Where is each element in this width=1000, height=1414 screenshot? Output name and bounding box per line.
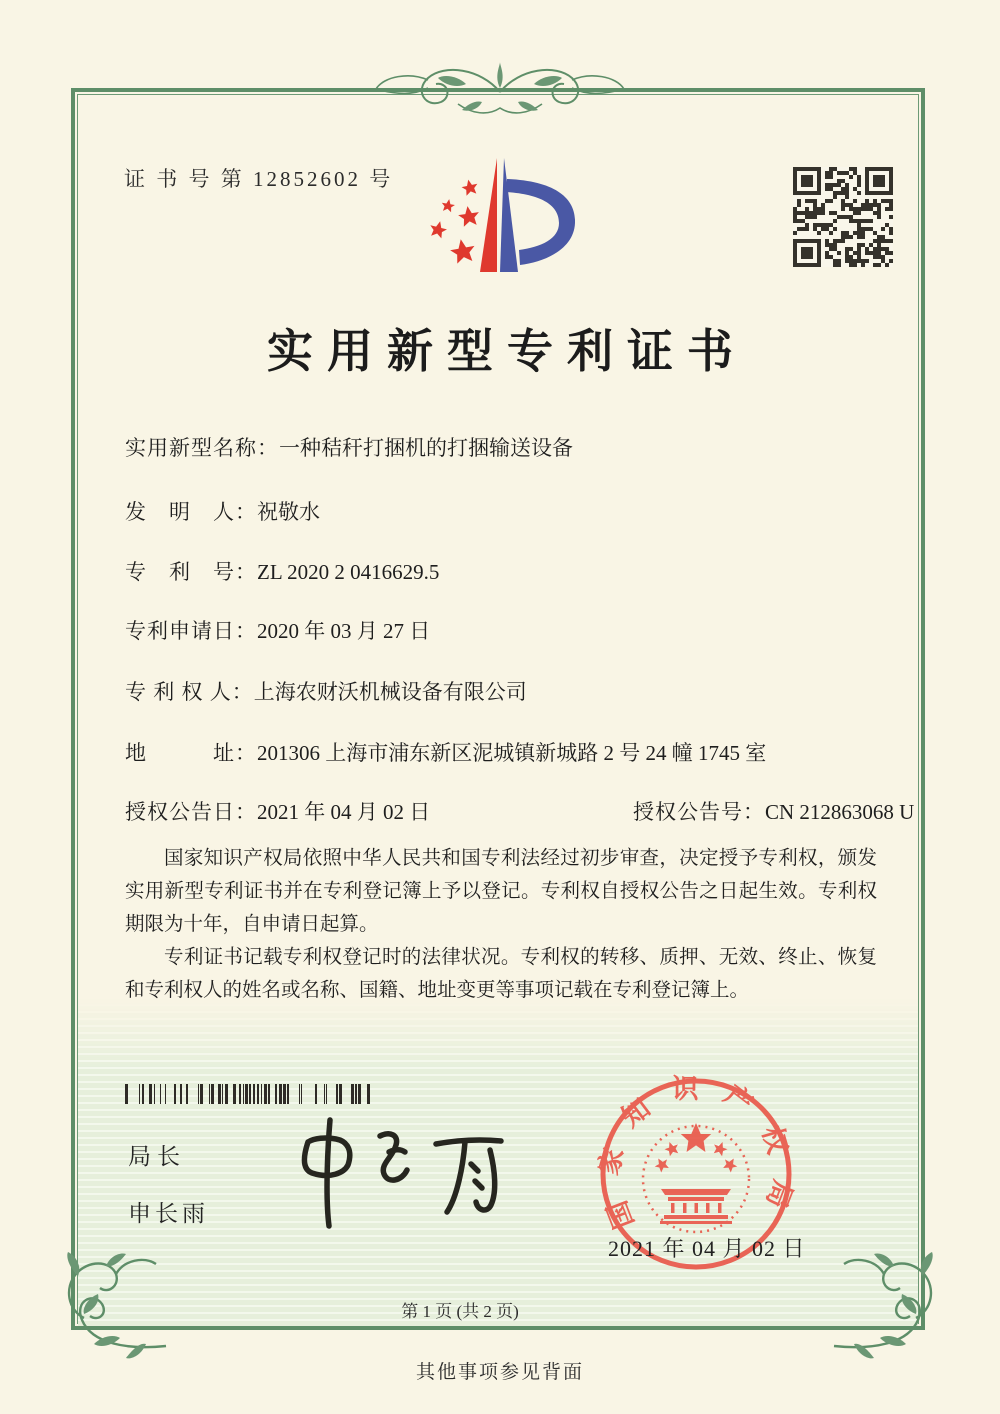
cnipa-logo-icon	[425, 146, 575, 292]
field-address	[125, 737, 766, 767]
seal-text: 国家知识产权局	[593, 1074, 799, 1233]
seal-date: 2021 年 04 月 02 日	[608, 1236, 806, 1261]
legal-text-block	[125, 842, 877, 1007]
director-block	[128, 1138, 209, 1228]
grant-number-group	[633, 796, 914, 826]
field-value: 2020 年 03 月 27 日	[257, 619, 431, 643]
field-inventor	[125, 496, 320, 526]
field-label: 实用新型名称：	[125, 436, 279, 460]
field-value: 一种秸秆打捆机的打捆输送设备	[279, 436, 573, 460]
page-number: 第 1 页 (共 2 页)	[401, 1302, 519, 1321]
grant-number-label: 授权公告号：	[633, 800, 765, 824]
certificate-number: 证 书 号 第 12852602 号	[124, 167, 394, 191]
legal-paragraph-2: 专利证书记载专利权登记时的法律状况。专利权的转移、质押、无效、终止、恢复和专利权人的姓名或名称、国籍、地址变更等事项记载在专利登记簿上。	[125, 947, 877, 1001]
field-patentee	[125, 676, 527, 706]
grant-date-label: 授权公告日：	[125, 800, 257, 824]
field-utility-model-name	[125, 432, 573, 462]
director-title: 局长	[128, 1143, 186, 1169]
field-value: ZL 2020 2 0416629.5	[257, 560, 440, 584]
field-label: 专 利 号：	[125, 560, 257, 584]
field-label: 专 利 权 人：	[125, 680, 254, 704]
field-value: 201306 上海市浦东新区泥城镇新城路 2 号 24 幢 1745 室	[257, 741, 767, 765]
back-note: 其他事项参见背面	[415, 1362, 584, 1383]
grant-date-value: 2021 年 04 月 02 日	[257, 800, 431, 824]
field-value: 祝敬水	[257, 500, 320, 524]
field-filing-date	[125, 615, 430, 645]
barcode	[125, 1084, 375, 1104]
field-grant-row	[125, 796, 915, 826]
field-label: 专利申请日：	[125, 619, 257, 643]
field-patent-number	[125, 556, 439, 586]
legal-paragraph-1: 国家知识产权局依照中华人民共和国专利法经过初步审查，决定授予专利权，颁发实用新型专利证书并在专利登记簿上予以登记。专利权自授权公告之日起生效。专利权期限为十年，自申请日起算。	[125, 848, 877, 935]
director-name: 申长雨	[128, 1200, 209, 1226]
field-label: 发 明 人：	[125, 500, 257, 524]
field-label: 地 址：	[125, 741, 257, 765]
field-value: 上海农财沃机械设备有限公司	[253, 680, 527, 704]
certificate-title: 实用新型专利证书	[267, 326, 747, 377]
floral-ornament-icon	[340, 58, 660, 120]
handwritten-signature	[268, 1112, 518, 1237]
qr-code	[793, 167, 893, 267]
grant-number-value: CN 212863068 U	[765, 800, 915, 824]
